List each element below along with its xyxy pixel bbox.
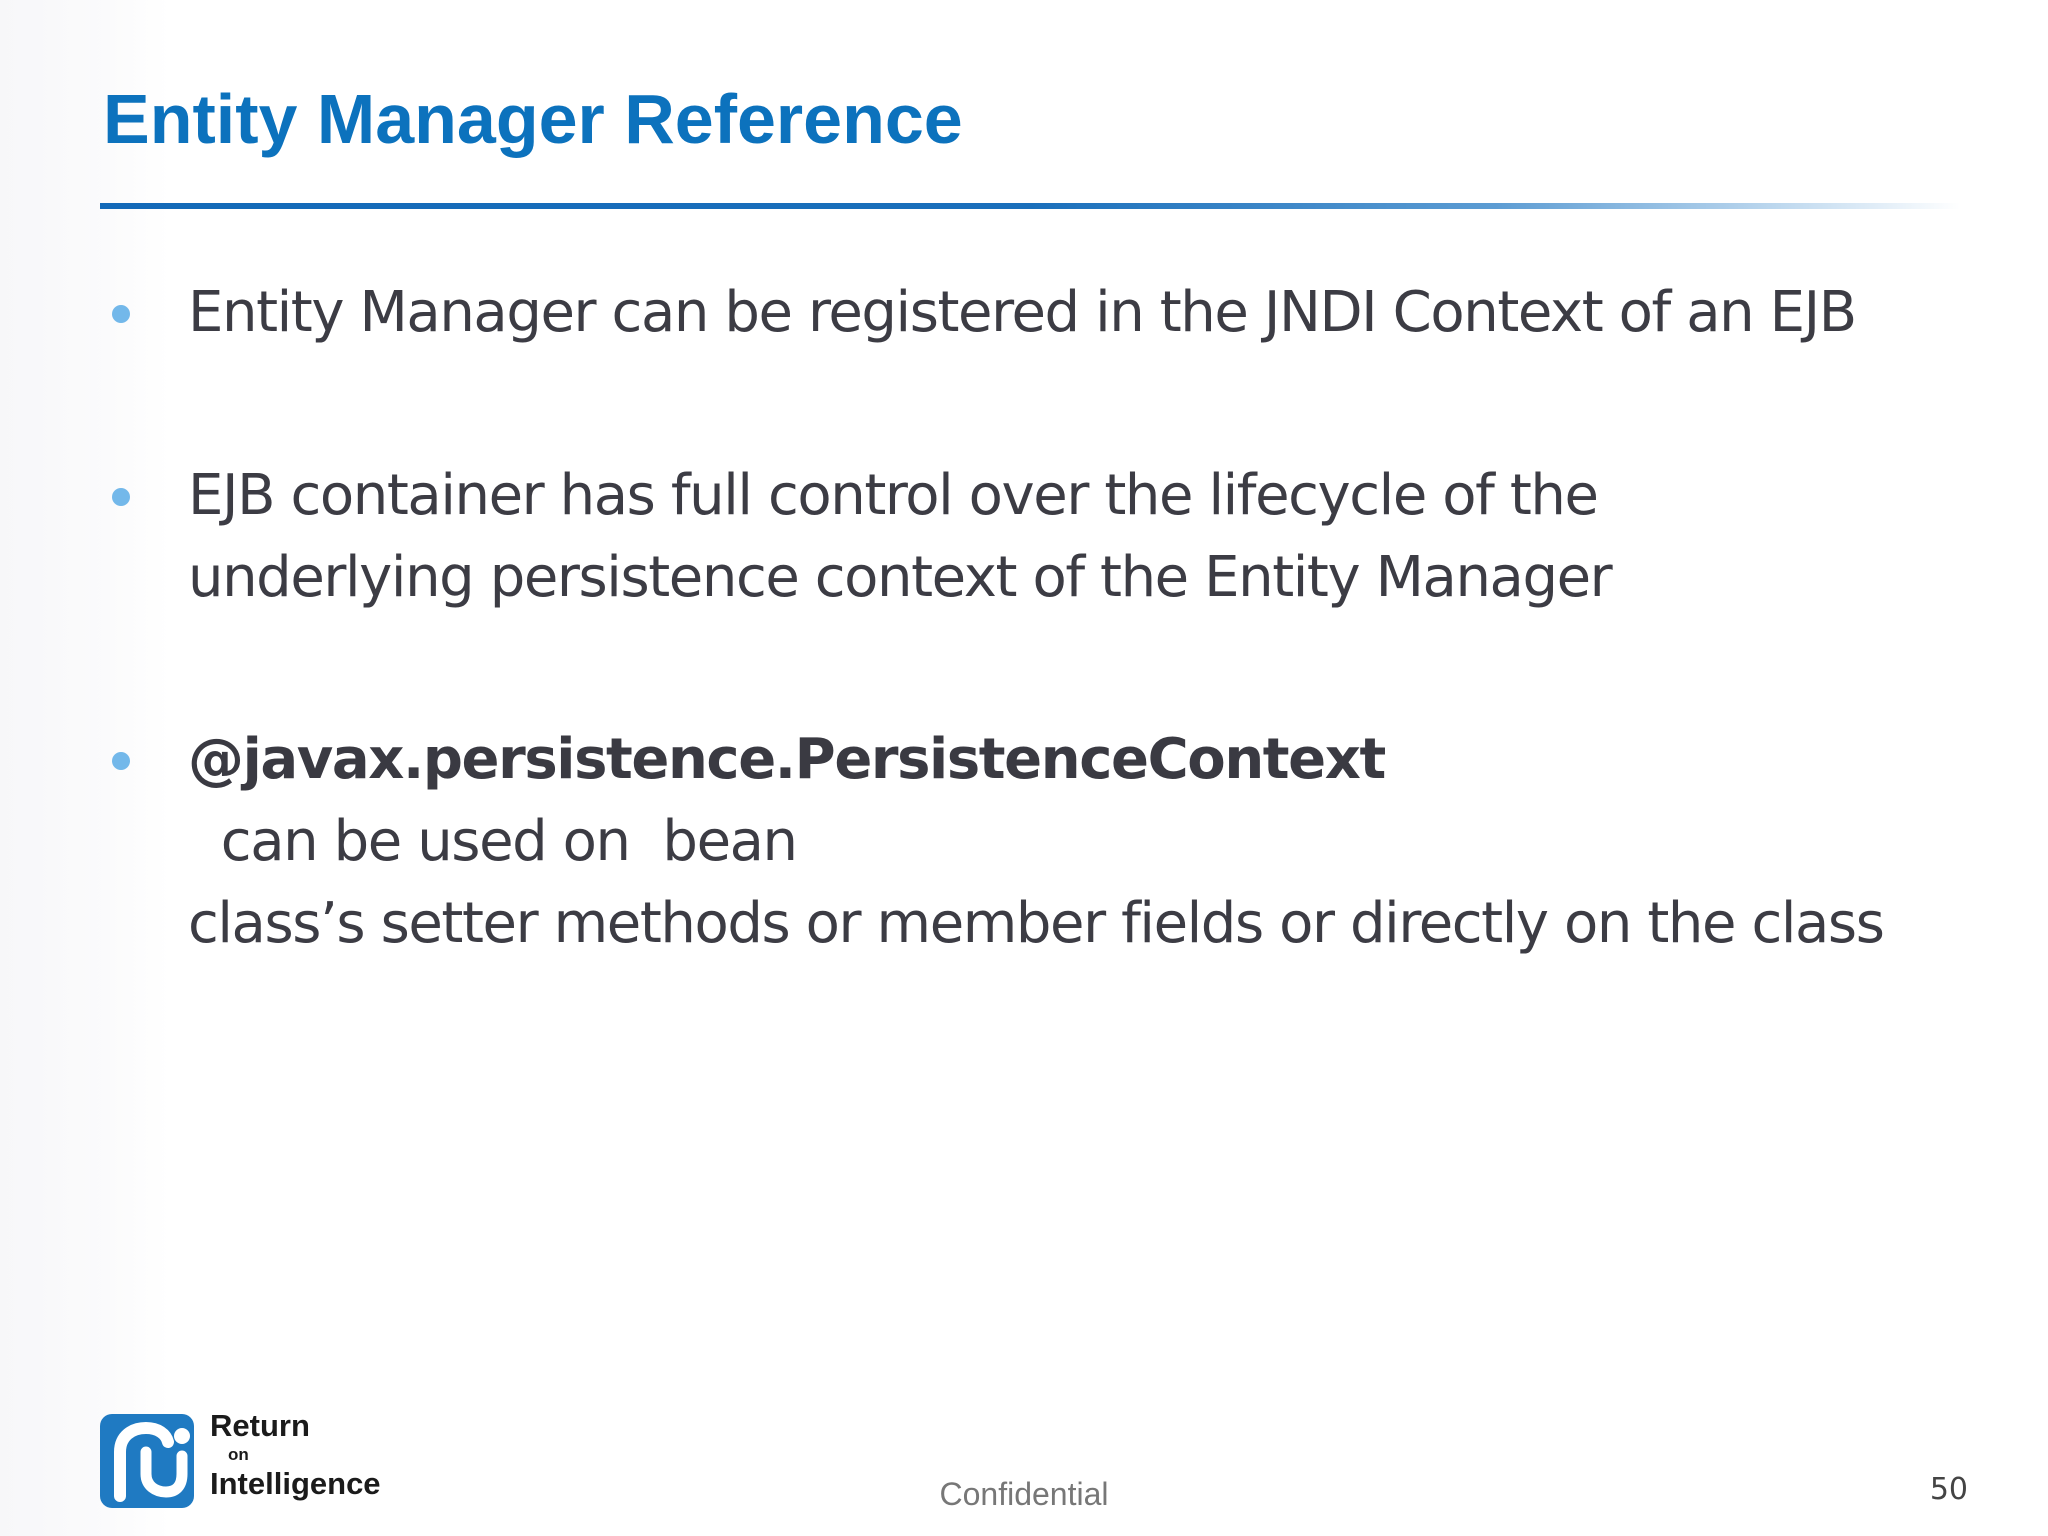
bullet-line: underlying persistence context of the Entity Manager [188,545,1612,610]
title-underline [100,203,1960,209]
bullet-icon [112,752,130,770]
page-number: 50 [1929,1472,1968,1507]
bullet-text [188,272,1948,354]
bullet-icon [112,488,130,506]
slide-title: Entity Manager Reference [103,80,963,158]
bullet-line: can be used on bean [188,809,797,874]
bullet-text [188,455,1948,619]
bullet-line: Entity Manager can be registered in the JNDI Context of an EJB [188,280,1856,345]
logo-line: on [228,1445,249,1464]
logo-line: Intelligence [210,1466,381,1501]
footer-confidential: Confidential [939,1476,1109,1512]
bullet-line: EJB container has full control over the lifecycle of the [188,463,1598,528]
annotation-name: @javax.persistence.PersistenceContext [188,727,1385,792]
logo-line: Return [210,1408,310,1443]
bullet-text [188,719,1948,965]
bullet-line: class’s setter methods or member fields or directly on the class [188,891,1884,956]
bullet-icon [112,305,130,323]
